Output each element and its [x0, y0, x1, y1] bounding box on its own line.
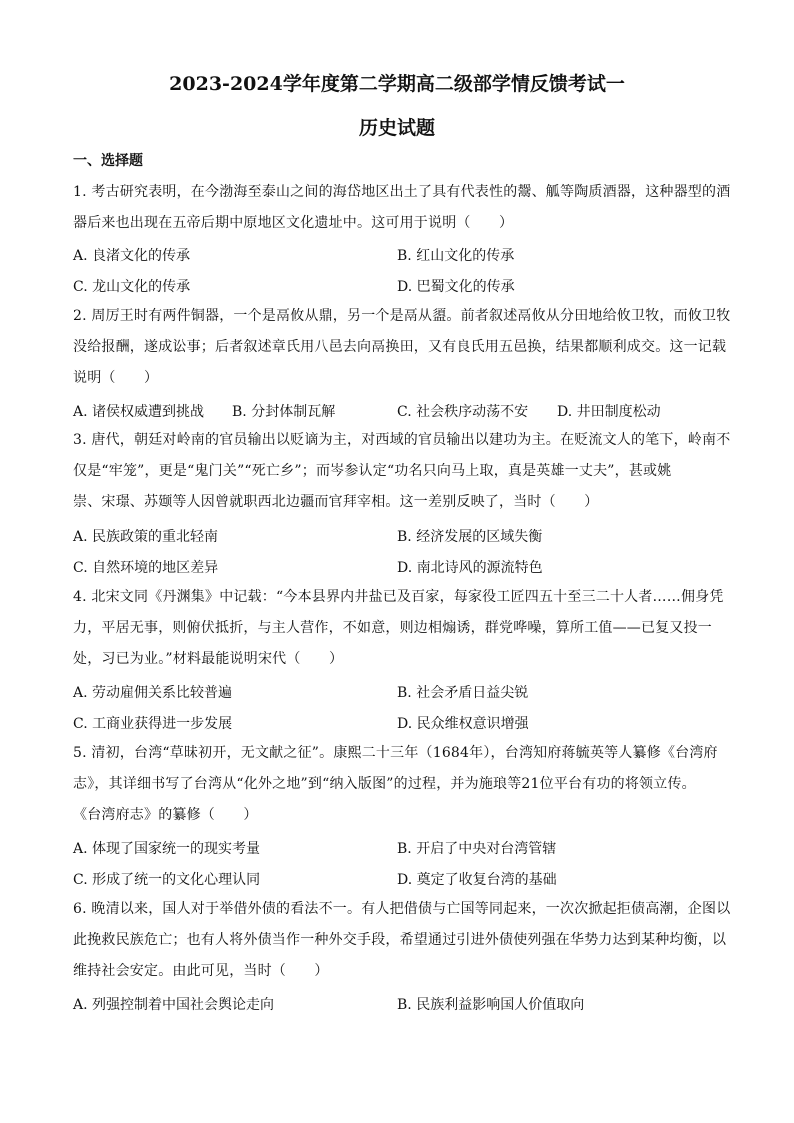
- question-5-line-2: 志》，其详细书写了台湾从“化外之地”到“纳入版图”的过程，并为施琅等21位平台有功的将领立传。: [73, 776, 696, 792]
- question-4-option-a[interactable]: A. 劳动雇佣关系比较普遍: [73, 685, 233, 701]
- question-4-line-2: 力，平居无事，则俯伏抵折，与主人营作，不如意，则边相煽诱，群党哗噪，算所工值——已复又投一: [73, 620, 712, 636]
- question-4: [73, 582, 725, 675]
- question-4-line-1: 4. 北宋文同《丹渊集》中记载：“今本县界内井盐已及百家，每家役工匠四五十至三二十人者……佣身凭: [73, 589, 724, 605]
- question-3: [73, 425, 731, 518]
- question-3-line-2: 仅是“牢笼”，更是“鬼门关”“死亡乡”；而岑参认定“功名只向马上取，真是英雄一丈夫”，甚或姚: [73, 463, 672, 479]
- question-2: [73, 301, 731, 394]
- question-1-option-b[interactable]: B. 红山文化的传承: [397, 248, 515, 264]
- question-5-option-b[interactable]: B. 开启了中央对台湾管辖: [397, 841, 557, 857]
- question-5-line-3: 《台湾府志》的纂修（ ）: [73, 807, 258, 823]
- question-6: [73, 894, 731, 987]
- question-2-option-d[interactable]: D. 井田制度松动: [557, 404, 661, 420]
- question-1-line-2: 器后来也出现在五帝后期中原地区文化遗址中。这可用于说明（ ）: [73, 215, 514, 231]
- question-3-option-b[interactable]: B. 经济发展的区域失衡: [397, 529, 543, 545]
- question-3-line-3: 崇、宋璟、苏颋等人因曾就职西北边疆而官拜宰相。这一差别反映了，当时（ ）: [73, 494, 599, 510]
- question-6-line-2: 此挽救民族危亡；也有人将外债当作一种外交手段，希望通过引进外债使列强在华势力达到某种均衡，以: [73, 932, 727, 948]
- question-6-option-b[interactable]: B. 民族利益影响国人价值取向: [397, 997, 585, 1013]
- question-4-option-d[interactable]: D. 民众维权意识增强: [397, 716, 529, 732]
- question-2-option-c[interactable]: C. 社会秩序动荡不安: [397, 404, 529, 420]
- question-5-option-d[interactable]: D. 奠定了收复台湾的基础: [397, 872, 557, 888]
- question-1-line-1: 1. 考古研究表明，在今渤海至泰山之间的海岱地区出土了具有代表性的鬶、觚等陶质酒器，这种器型的酒: [73, 184, 731, 200]
- question-4-option-c[interactable]: C. 工商业获得进一步发展: [73, 716, 233, 732]
- question-3-option-d[interactable]: D. 南北诗风的源流特色: [397, 560, 543, 576]
- question-5-line-1: 5. 清初，台湾“草昧初开，无文献之征”。康熙二十三年（1684年），台湾知府蒋毓英等人纂修《台湾府: [73, 745, 718, 761]
- question-4-option-b[interactable]: B. 社会矛盾日益尖锐: [397, 685, 529, 701]
- section-heading: 一、选择题: [73, 153, 143, 169]
- question-3-option-a[interactable]: A. 民族政策的重北轻南: [73, 529, 219, 545]
- exam-subject-title: 历史试题: [358, 117, 435, 139]
- question-1-option-a[interactable]: A. 良渚文化的传承: [73, 248, 191, 264]
- question-1: [73, 177, 731, 239]
- question-6-line-1: 6. 晚清以来，国人对于举借外债的看法不一。有人把借债与亡国等同起来，一次次掀起拒债高潮，企图以: [73, 901, 731, 917]
- question-6-option-a[interactable]: A. 列强控制着中国社会舆论走向: [73, 997, 275, 1013]
- question-2-line-3: 说明（ ）: [73, 370, 159, 386]
- question-1-option-d[interactable]: D. 巴蜀文化的传承: [397, 279, 515, 295]
- question-6-line-3: 维持社会安定。由此可见，当时（ ）: [73, 963, 329, 979]
- question-4-line-3: 处，习已为业。”材料最能说明宋代（ ）: [73, 651, 344, 667]
- question-5-option-a[interactable]: A. 体现了国家统一的现实考量: [73, 841, 261, 857]
- question-5: [73, 738, 725, 831]
- question-5-option-c[interactable]: C. 形成了统一的文化心理认同: [73, 872, 261, 888]
- question-2-option-a[interactable]: A. 诸侯权威遭到挑战: [73, 404, 205, 420]
- question-2-line-2: 没给报酬，遂成讼事；后者叙述章氏用八邑去向鬲换田，又有良氏用五邑换，结果都顺利成交。这一记载: [73, 339, 727, 355]
- question-3-line-1: 3. 唐代，朝廷对岭南的官员输出以贬谪为主，对西域的官员输出以建功为主。在贬流文人的笔下，岭南不: [73, 432, 731, 448]
- question-1-option-c[interactable]: C. 龙山文化的传承: [73, 279, 191, 295]
- question-3-option-c[interactable]: C. 自然环境的地区差异: [73, 560, 219, 576]
- exam-title: 2023-2024学年度第二学期高二级部学情反馈考试一: [169, 73, 625, 95]
- question-2-option-b[interactable]: B. 分封体制瓦解: [232, 404, 336, 420]
- question-2-line-1: 2. 周厉王时有两件铜器，一个是鬲攸从鼎，另一个是鬲从盨。前者叙述鬲攸从分田地给攸卫牧，而攸卫牧: [73, 308, 731, 324]
